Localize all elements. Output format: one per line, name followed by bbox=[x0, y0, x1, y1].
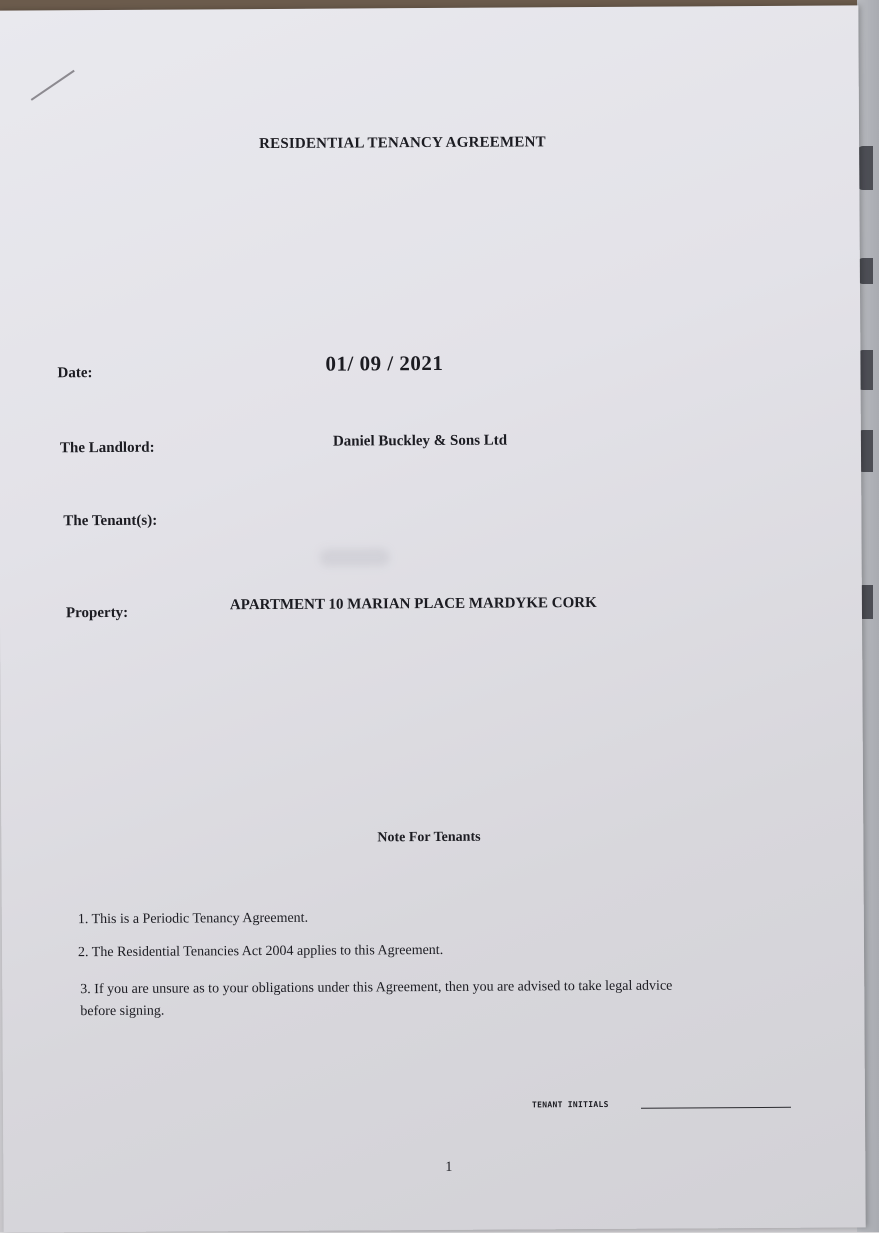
document-title: RESIDENTIAL TENANCY AGREEMENT bbox=[259, 134, 546, 153]
property-label: Property: bbox=[65, 604, 129, 622]
tenant-initials-label: TENANT INITIALS bbox=[531, 1099, 609, 1110]
document-page bbox=[0, 5, 866, 1232]
blank-tenant-area bbox=[320, 548, 390, 566]
page-number: 1 bbox=[445, 1159, 453, 1175]
note-item: 1. This is a Periodic Tenancy Agreement. bbox=[77, 910, 309, 928]
landlord-label: The Landlord: bbox=[59, 439, 155, 457]
date-label: Date: bbox=[57, 365, 93, 382]
note-item-continuation: before signing. bbox=[80, 1003, 165, 1020]
note-item: 2. The Residential Tenancies Act 2004 applies to this Agreement. bbox=[77, 942, 444, 961]
date-value: 01/ 09 / 2021 bbox=[325, 350, 444, 376]
pen-mark bbox=[31, 70, 75, 101]
binder-tab bbox=[857, 146, 873, 190]
tenant-label: The Tenant(s): bbox=[63, 512, 158, 530]
note-title: Note For Tenants bbox=[377, 829, 481, 846]
landlord-value: Daniel Buckley & Sons Ltd bbox=[332, 432, 508, 450]
note-item: 3. If you are unsure as to your obligations under this Agreement, then you are advised to take legal advice bbox=[80, 978, 673, 998]
property-value: APARTMENT 10 MARIAN PLACE MARDYKE CORK bbox=[229, 594, 597, 614]
tenant-initials-line bbox=[641, 1107, 791, 1109]
